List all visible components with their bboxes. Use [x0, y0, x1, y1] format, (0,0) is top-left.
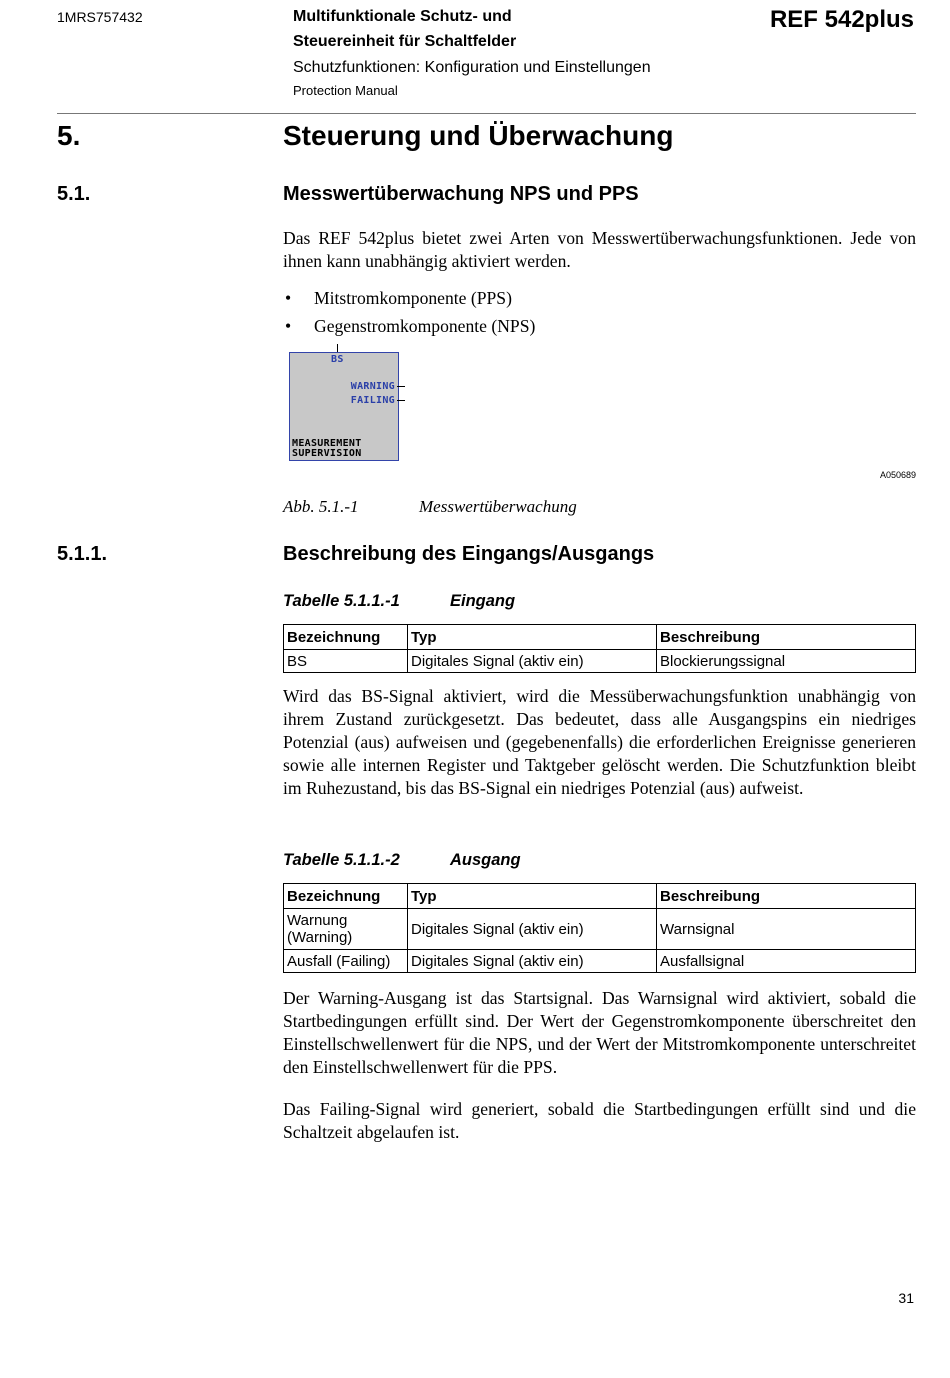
- bullet-list: [283, 284, 535, 340]
- table-cell: Ausfallsignal: [657, 950, 916, 973]
- product-name: REF 542plus: [769, 6, 914, 33]
- column-header: Typ: [408, 625, 657, 650]
- table-output-caption-number: Tabelle 5.1.1.-2: [283, 851, 400, 869]
- bullet-icon: •: [285, 316, 292, 336]
- table-cell: Digitales Signal (aktiv ein): [408, 950, 657, 973]
- column-header: Beschreibung: [657, 625, 916, 650]
- header-title-line2: Steuereinheit für Schaltfelder: [293, 33, 517, 50]
- output-pin-failing: FAILING: [350, 395, 395, 406]
- table-row: [284, 909, 916, 950]
- warning-pin-line: [397, 386, 405, 387]
- table-cell: BS: [284, 650, 408, 673]
- intro-paragraph: Das REF 542plus bietet zwei Arten von Messwertüberwachungsfunktionen. Jede von ihnen kann unabhängig aktiviert werden.: [283, 228, 916, 271]
- bullet-icon: •: [285, 288, 292, 308]
- table-cell: Blockierungssignal: [657, 650, 916, 673]
- input-pin-bs: BS: [331, 354, 344, 365]
- subsection-number: 5.1.: [57, 183, 91, 205]
- table-header-row: [284, 884, 916, 909]
- figure-caption-number: Abb. 5.1.-1: [283, 497, 359, 516]
- subsubsection-number: 5.1.1.: [57, 543, 108, 565]
- page-number: 31: [898, 1290, 914, 1306]
- header-subtitle: Schutzfunktionen: Konfiguration und Einstellungen: [293, 59, 651, 76]
- warning-paragraph: Der Warning-Ausgang ist das Startsignal. Das Warnsignal wird aktiviert, sobald die Startbedingungen erfüllt sind. Der Wert der Gegenstromkomponente überschreitet den Einstellschwellenwert für die NPS, und der Wert der Mitstromkomponente unterschreitet den Einstellschwellenwert für die PPS.: [283, 988, 916, 1077]
- table-input-caption-number: Tabelle 5.1.1.-1: [283, 592, 400, 610]
- table-header-row: [284, 625, 916, 650]
- subsubsection-title: Beschreibung des Eingangs/Ausgangs: [283, 543, 655, 565]
- column-header: Typ: [408, 884, 657, 909]
- subsection-title: Messwertüberwachung NPS und PPS: [283, 183, 639, 205]
- table-cell: Digitales Signal (aktiv ein): [408, 909, 657, 950]
- table-cell: Warnsignal: [657, 909, 916, 950]
- section-number: 5.: [57, 120, 81, 151]
- output-table: [283, 883, 916, 973]
- figure-caption-title: Messwertüberwachung: [419, 497, 577, 516]
- section-title: Steuerung und Überwachung: [283, 120, 674, 151]
- column-header: Bezeichnung: [284, 625, 408, 650]
- table-cell: Warnung (Warning): [284, 909, 408, 950]
- output-pin-warning: WARNING: [350, 381, 395, 392]
- failing-pin-line: [397, 400, 405, 401]
- table-output-caption-title: Ausgang: [450, 851, 521, 869]
- table-input-caption-title: Eingang: [450, 592, 516, 610]
- input-table: [283, 624, 916, 673]
- failing-paragraph: Das Failing-Signal wird generiert, sobald die Startbedingungen erfüllt sind und die Schaltzeit abgelaufen ist.: [283, 1099, 916, 1142]
- table-cell: Digitales Signal (aktiv ein): [408, 650, 657, 673]
- document-id: 1MRS757432: [57, 9, 143, 25]
- header-manual: Protection Manual: [293, 83, 398, 98]
- table-row: [284, 650, 916, 673]
- list-item: • Mitstromkomponente (PPS): [283, 284, 535, 312]
- block-name-line1: MEASUREMENT: [292, 438, 362, 449]
- bs-paragraph: Wird das BS-Signal aktiviert, wird die Messüberwachungsfunktion unabhängig von ihrem Zustand zurückgesetzt. Das bedeutet, dass alle Ausgangspins ein niedriges Potenzial (aus) aufweisen und (gegebenenfalls) die erforderlichen Ereignisse generieren sowie alle internen Register und Taktgeber gelöscht werden. Die Schutzfunktion bleibt im Ruhezustand, bis das BS-Signal ein niedriges Potenzial (aus) aufweist.: [283, 686, 916, 798]
- header-title-line1: Multifunktionale Schutz- und: [293, 8, 512, 25]
- block-name-line2: SUPERVISION: [292, 448, 362, 459]
- table-row: [284, 950, 916, 973]
- column-header: Beschreibung: [657, 884, 916, 909]
- list-item: • Gegenstromkomponente (NPS): [283, 312, 535, 340]
- header-rule: [57, 113, 916, 114]
- column-header: Bezeichnung: [284, 884, 408, 909]
- table-cell: Ausfall (Failing): [284, 950, 408, 973]
- figure-id: A050689: [879, 470, 916, 480]
